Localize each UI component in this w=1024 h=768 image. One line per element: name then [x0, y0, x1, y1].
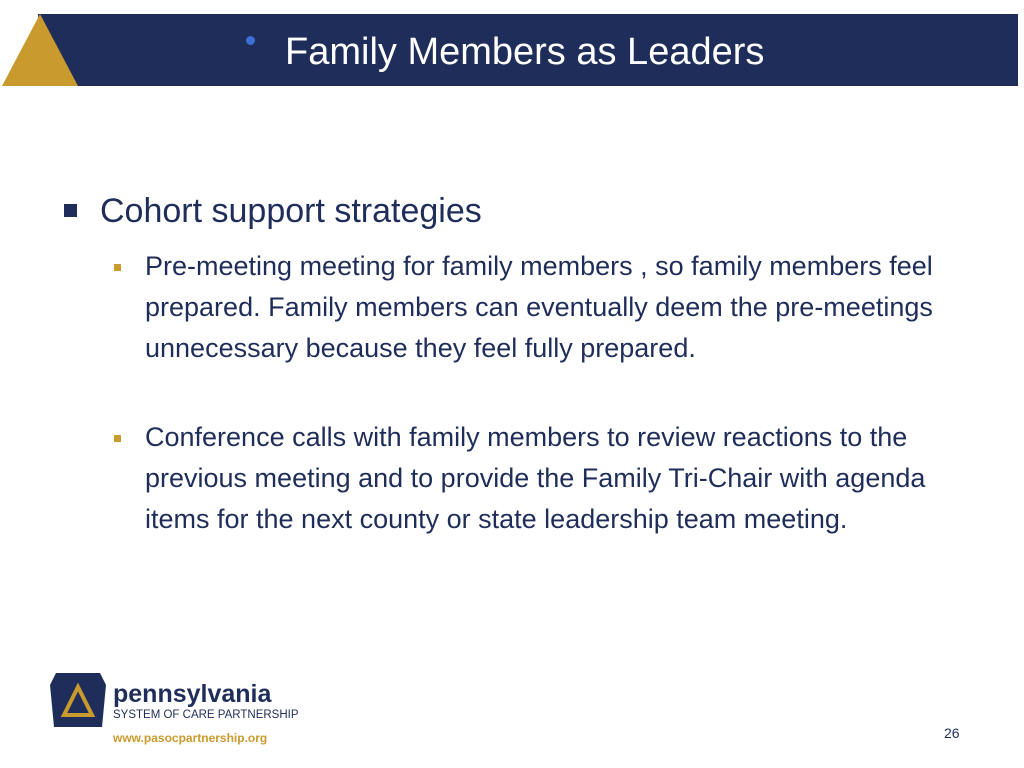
sub-bullet-icon	[114, 435, 121, 442]
square-bullet-icon	[64, 204, 77, 217]
bullet-heading: Cohort support strategies	[100, 192, 482, 230]
sub-bullet-text: Conference calls with family members to review reactions to the previous meeting and to provide the Family Tri-Chair with agenda items for the next county or state leadership team meeting.	[145, 422, 926, 534]
logo-name: pennsylvania	[113, 680, 272, 708]
slide-title: Family Members as Leaders	[285, 31, 765, 73]
sub-bullet-text: Pre-meeting meeting for family members , so family members feel prepared. Family members can eventually deem the pre-meetings unnecessary because they feel fully prepared.	[145, 251, 933, 363]
website-link[interactable]: www.pasocpartnership.org	[113, 731, 268, 745]
page-number: 26	[944, 725, 960, 741]
keystone-logo-icon	[50, 673, 106, 727]
header-triangle-icon	[2, 14, 78, 86]
logo-subtitle: SYSTEM OF CARE PARTNERSHIP	[113, 709, 299, 721]
title-bullet-icon	[246, 36, 255, 45]
sub-bullet-icon	[114, 264, 121, 271]
